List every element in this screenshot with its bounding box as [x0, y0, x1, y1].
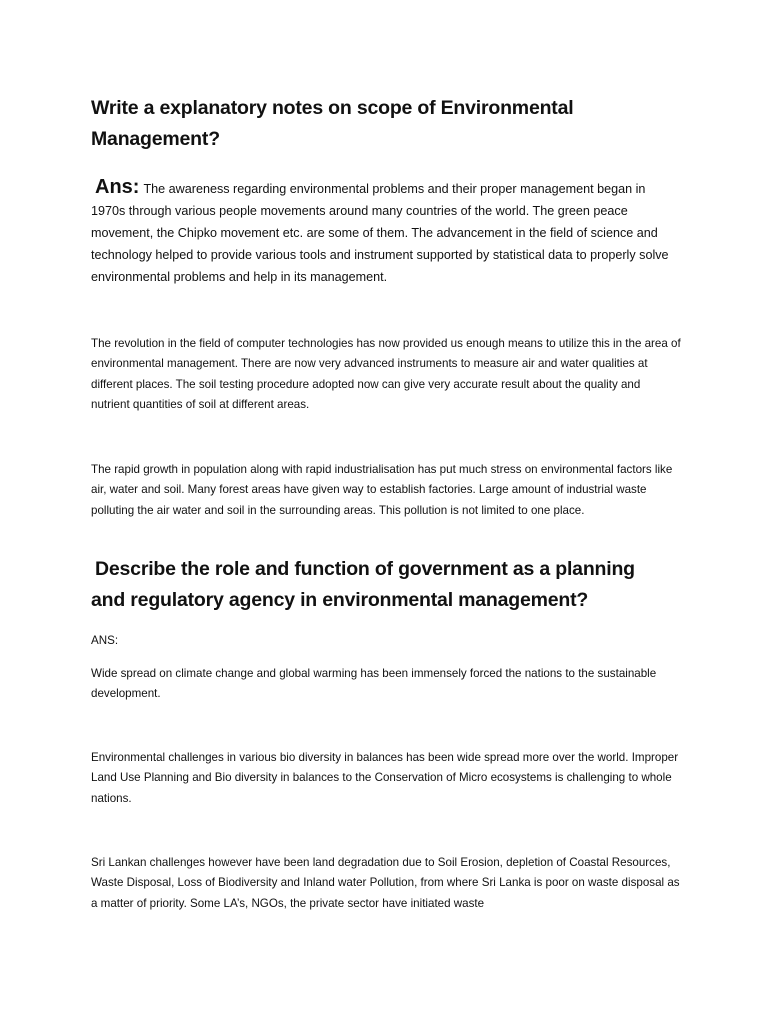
question-2-heading-line-1: Describe the role and function of government as a planning — [95, 558, 635, 580]
question-2-paragraph-3: Sri Lankan challenges however have been land degradation due to Soil Erosion, depletion of Coastal Resources, Waste Disposal, Loss of Biodiversity and Inland water Pollution, from where Sri Lanka is poor on waste disposal as a matter of priority. Some LA’s, NGOs, the private sector have initiated waste — [91, 856, 680, 910]
answer-label: Ans: — [95, 176, 140, 198]
question-1-heading-line-2: Management? — [91, 128, 220, 150]
document-page — [91, 0, 681, 1024]
question-2-heading-line-2: and regulatory agency in environmental management? — [91, 589, 589, 611]
question-2-paragraph-1: Wide spread on climate change and global warming has been immensely forced the nations to the sustainable development. — [91, 667, 657, 701]
question-1-answer-intro — [91, 176, 681, 288]
question-1-heading — [91, 93, 681, 155]
question-1-paragraph-3: The rapid growth in population along with rapid industrialisation has put much stress on environmental factors like air, water and soil. Many forest areas have given way to establish factories. Large amount of industrial waste polluting the air water and soil in the surrounding areas. This pollution is not limited to one place. — [91, 463, 673, 517]
question-1-heading-line-1: Write a explanatory notes on scope of Environmental — [91, 97, 574, 119]
question-2-paragraph-2: Environmental challenges in various bio diversity in balances has been wide spread more over the world. Improper Land Use Planning and Bio diversity in balances to the Conservation of Micro ecosystems is challenging to whole nations. — [91, 751, 679, 805]
question-1-paragraph-2: The revolution in the field of computer technologies has now provided us enough means to utilize this in the area of environmental management. There are now very advanced instruments to measure air and water qualities at different places. The soil testing procedure adopted now can give very accurate result about the quality and nutrient quantities of soil at different areas. — [91, 337, 681, 412]
question-2-answer-label: ANS: — [91, 634, 119, 647]
answer-intro-text: The awareness regarding environmental problems and their proper management began in 1970s through various people movements around many countries of the world. The green peace movement, the Chipko movement etc. are some of them. The advancement in the field of science and technology helped to provide various tools and instrument supported by statistical data to properly solve environmental problems and help in its management. — [91, 182, 669, 284]
question-2-heading — [91, 554, 681, 616]
